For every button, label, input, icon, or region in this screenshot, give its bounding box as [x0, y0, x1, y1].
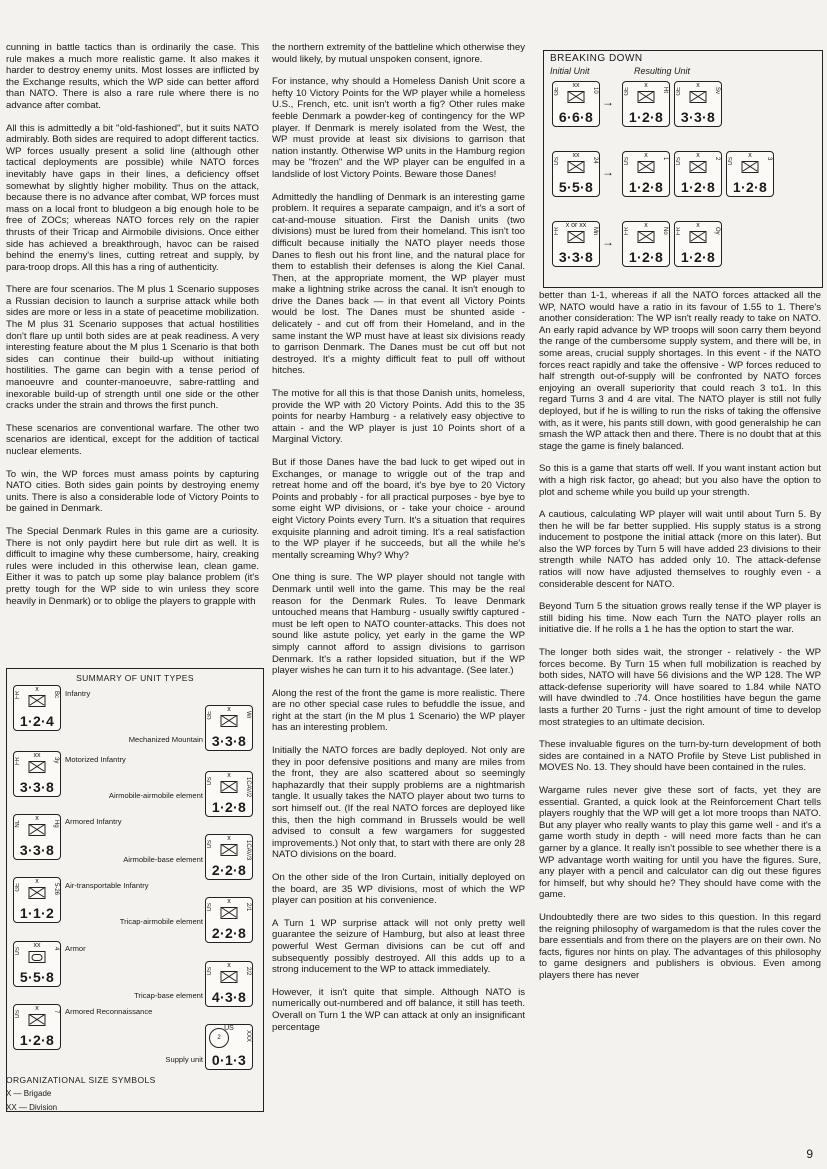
counter-id: 24 [592, 157, 598, 164]
unit-symbol-icon [221, 715, 238, 727]
counter-nation: FR [554, 227, 560, 235]
breaking-down-title: BREAKING DOWN [550, 53, 643, 64]
counter-size: x [227, 898, 231, 905]
counter-id: Wr [245, 711, 251, 719]
unit-counter [205, 705, 253, 751]
unit-counter [622, 151, 670, 197]
text-column-2 [272, 42, 525, 1044]
unit-symbol-icon [29, 695, 46, 707]
text-column-1 [6, 42, 259, 618]
resulting-unit-heading: Resulting Unit [634, 66, 691, 76]
unit-symbol-icon [568, 231, 585, 243]
counter-values: 1·2·8 [732, 179, 768, 195]
unit-counter [205, 834, 253, 880]
paragraph: the northern extremity of the battleline which otherwise they would likely, by mutual unspoken consent, ignore. [272, 42, 525, 65]
counter-values: 1·2·4 [19, 713, 55, 729]
paragraph: For instance, why should a Homeless Danish Unit score a hefty 10 Victory Points for the WP player while a homeless U.S., French, etc. unit isn't worth a fig? Other rules make feeble Denmark a powder-keg of contingency for the WP player. If Denmark is merely isolated from the West, the WP must provide at least six divisions to garrison that nation instantly. Otherwise WP units in the Hamburg region may be "frozen" and the WP player can be engulfed in a landslide of lost Victory Points. Beware those Danes! [272, 76, 525, 180]
counter-size: x [227, 962, 231, 969]
counter-nation: US [15, 947, 21, 956]
counter-values: 5·5·8 [19, 969, 55, 985]
arrow-icon: → [602, 95, 614, 109]
unit-type-label: Tricap-base element [134, 991, 203, 1000]
counter-values: 1·2·8 [628, 179, 664, 195]
counter-size: x [35, 878, 39, 885]
paragraph: A Turn 1 WP surprise attack will not only pretty well guarantee the seizure of Hamburg, but also at least three powerful West German divisions can be cut off and subsequently possibly destroyed. All this adds up to a strong inducement to the WP to attack immediately. [272, 917, 525, 976]
counter-values: 1·1·2 [19, 905, 55, 921]
counter-size: x [227, 772, 231, 779]
counter-nation: NL [15, 820, 21, 828]
counter-nation: US [15, 1010, 21, 1019]
counter-values: 3·3·8 [19, 842, 55, 858]
unit-symbol-icon [29, 824, 46, 836]
unit-symbol-icon [29, 761, 46, 773]
unit-symbol-icon [221, 844, 238, 856]
unit-symbol-icon [221, 971, 238, 983]
counter-id: Sv [714, 87, 720, 95]
unit-symbol-icon [690, 161, 707, 173]
counter-id: No [662, 227, 668, 235]
text-column-3 [539, 290, 821, 992]
counter-values: 1·2·8 [211, 799, 247, 815]
counter-nation: GE [15, 883, 21, 892]
initial-unit-heading: Initial Unit [550, 66, 590, 76]
counter-id: 2/1 [245, 903, 251, 912]
counter-size: US [224, 1025, 234, 1032]
paragraph: Undoubtedly there are two sides to this question. In this regard the reigning philosophy of wargamedom is that the rules cover the bare essentials and from there on the players are on their own. No facts, figures nor hints on play. The advantages of this philosophy to game designers and publishers is obvious. Even among players there has never [539, 911, 821, 981]
unit-counter [205, 897, 253, 943]
unit-symbol-icon [638, 161, 655, 173]
counter-size: x [35, 815, 39, 822]
counter-nation: US [207, 903, 213, 912]
paragraph: The longer both sides wait, the stronger - relatively - the WP forces become. By Turn 15 when full mobilization is reached by both sides, NATO will have 56 divisions and the WP 128. The WP attack-defense superiority will have soared to 1.84 while NATO will have dwindled to .74. Once hostilities have begun the game lasts a further 20 Turns - just the right amount of time to develop most strategies to an ultimate decision. [539, 647, 821, 728]
counter-values: 1·2·8 [628, 249, 664, 265]
paragraph: Beyond Turn 5 the situation grows really tense if the WP player is still biding his time. Now each Turn the NATO player rolls an initiative die. If he rolls a 1 he has the option to start the war. [539, 601, 821, 636]
counter-size: x [696, 222, 700, 229]
counter-id: 2 [714, 157, 720, 161]
counter-nation: US [207, 777, 213, 786]
counter-nation: FR [15, 757, 21, 765]
counter-values: 6·6·8 [558, 109, 594, 125]
paragraph: To win, the WP forces must amass points by capturing NATO cities. Both sides gain points by destroying enemy units. There is also a considerable lode of Victory Points to be gained in Denmark. [6, 468, 259, 515]
summary-title: SUMMARY OF UNIT TYPES [76, 673, 194, 683]
paragraph: Admittedly the handling of Denmark is an interesting game problem. It requires a separate campaign, and it's a sort of cat-and-mouse situation. First the Danish units (two divisions) must be lured from their homeland. This isn't too difficult because initially the NATO player needs those Danes to flesh out his front line, and the natural place for them to establish their defenses is along the Kiel Canal. Then, at the appropriate moment, the WP player must make a lightning strike across the canal. It isn't enough to drive the Danes back — in that event all Victory Points would be lost. The Danes must be shunted aside - delicately - and cut off from their Homeland, and in the same instant the WP must have at least six divisions ready to garrison Denmark. The Danes must be cut off but not destroyed. It's a mighty difficult feat to pull off without hitches. [272, 191, 525, 377]
division-symbol: XX — Division [6, 1103, 58, 1112]
unit-symbol-icon [690, 91, 707, 103]
counter-size: x [644, 82, 648, 89]
counter-id: Hg [53, 820, 59, 828]
supply-circle-icon: 2 [209, 1028, 229, 1048]
counter-size: x [644, 152, 648, 159]
paragraph: A cautious, calculating WP player will wait until about Turn 5. By then he will be far better supplied. His supply status is a strong inducement to postpone the initial attack (more on this later). But also the WP forces by Turn 5 will have added 23 divisions to their strength while NATO has added only 10. The attack-defense ratios will now have adjusted themselves to roughly even - a considerable descent for NATO. [539, 509, 821, 590]
unit-symbol-icon [29, 887, 46, 899]
unit-symbol-icon [742, 161, 759, 173]
unit-type-label: Infantry [65, 689, 91, 698]
unit-symbol-icon [29, 1014, 46, 1026]
unit-counter [205, 961, 253, 1007]
counter-values: 1·2·8 [680, 249, 716, 265]
counter-nation: FR [676, 227, 682, 235]
counter-size: x [696, 152, 700, 159]
paragraph: Wargame rules never give these sort of facts, yet they are essential. Granted, a quick look at the Reinforcement Chart tells players roughly that the WP will get a lot more troops than NATO. But any player who really wants to play this game well - and it's a game worth study in depth - will need more facts than he can garner by a glance. It really isn't possible to see whether there is a WP advantage worth waiting for until you have the figures. Sure, any player with a pencil and calculator can dig out these figures for himself, but why should he? They should have come with the game. [539, 784, 821, 901]
paragraph: These scenarios are conventional warfare. The other two scenarios are identical, except for the addition of tactical nuclear elements. [6, 422, 259, 457]
counter-values: 2·2·8 [211, 862, 247, 878]
counter-id: Oy [714, 227, 720, 235]
unit-counter [205, 771, 253, 817]
paragraph: Initially the NATO forces are badly deployed. Not only are they in poor defensive positions and many are miles from the front, they are also scattered about so seemingly haphazardly that their supply problems are a nightmarish tangle. It usually takes the NATO player about two turns to sort himself out. (If the real NATO forces are deployed like this, then the high command in Brussels would be well advised to consult a few wargamers for suggested improvements.) Not only that, to start with there are only 28 NATO divisions on the board. [272, 745, 525, 861]
counter-nation: GE [676, 87, 682, 96]
unit-counter [552, 151, 600, 197]
counter-values: 1·2·8 [19, 1032, 55, 1048]
arrow-icon: → [602, 165, 614, 179]
paragraph: Along the rest of the front the game is more realistic. There are no other special case rules to befuddle the issue, and right at the start (in the M plus 1 Scenario) the WP player has an interesting problem. [272, 687, 525, 734]
paragraph: All this is admittedly a bit "old-fashioned", but it suits NATO admirably. Both sides are required to adopt different tactics. WP forces usually present a solid line (although other tactical deployments are possible) while NATO forces inevitably have gaps in their lines, a deficiency offset somewhat by slightly higher mobility. Thus on the attack, because there is no advance after combat, WP forces must mass on a local front to bludgeon a big enough hole to be free of ZOCs; whereas NATO forces rely on the rapier thrusts of their Tricap and Airmobile divisions. Once either side has achieved a breakthrough, havoc can be raised behind the enemy's lines, cutting retreat and supply, by para-troop drops. All this has a ring of authenticity. [6, 122, 259, 273]
unit-counter [674, 151, 722, 197]
paragraph: These invaluable figures on the turn-by-turn development of both sides are contained in a NATO Profile by Steve List published in MOVES No. 13. They should have been contained in the rules. [539, 739, 821, 774]
unit-counter [622, 81, 670, 127]
counter-id: 5-26 [53, 883, 59, 896]
paragraph: cunning in battle tactics than is ordinarily the case. This rule makes a much more realistic game. It also makes it harder to destroy enemy units. Most losses are inflicted by the Exchange results, which the WP side can better afford than NATO. There is also a rare rule where there is no advance after combat. [6, 42, 259, 111]
unit-counter [13, 751, 61, 797]
counter-values: 0·1·3 [211, 1052, 247, 1068]
paragraph: However, it isn't quite that simple. Although NATO is numerically out-numbered and off balance, it still has teeth. Overall on Turn 1 the WP can attack at only an insignificant percentage [272, 986, 525, 1033]
counter-values: 3·3·8 [19, 779, 55, 795]
breaking-down-box [543, 50, 823, 288]
unit-types-summary-box [6, 668, 264, 1112]
unit-counter [13, 814, 61, 860]
unit-counter [13, 685, 61, 731]
counter-id: Mn [592, 227, 598, 236]
counter-id: 3y [53, 757, 59, 764]
unit-type-label: Armored Infantry [65, 817, 122, 826]
unit-counter [552, 221, 600, 267]
paragraph: The Special Denmark Rules in this game are a curiosity. There is not only paydirt here but rule dirt as well. It is difficult to imagine why these cumbersome, hairy, creaking rules were included in this otherwise lean, clean game. Either it was to patch up some play balance problem (it's pretty tough for the WP side to win unless they score heavily in Denmark) or to oblige the players to grapple with [6, 525, 259, 607]
counter-id: 1CAV/2 [245, 777, 251, 798]
paragraph: So this is a game that starts off well. If you want instant action but with a high risk factor, go ahead; but you also have the option to plot and scheme while you build up your strength. [539, 463, 821, 498]
unit-type-label: Tricap-airmobile element [119, 917, 203, 926]
paragraph: better than 1-1, whereas if all the NATO forces attacked all the WP, NATO would have a ratio in its favour of 1.55 to 1. There's another consideration: The WP isn't really ready to take on NATO. An early rapid advance by WP troops will soon carry them beyond the range of the cumbersome supply system, and there will be, in some areas, crucial supply shortages. In this event - if the NATO forces react rapidly and take the offensive - WP forces reduced to half strength out-of-supply will be confronted by NATO forces enjoying an overall superiority that could reach 3 to1. In this regard Turns 3 and 4 are vital. The NATO player is still not fully deployed, but if he is willing to run the risks of taking the offensive with, as it were, his pants still down, with good generalship he can smash the WP attack then and there. There is no doubt that at this stage the game is finely balanced. [539, 290, 821, 452]
counter-id: Bc [53, 691, 59, 699]
counter-id: 1CAV/3 [245, 840, 251, 861]
counter-size: x or xx [565, 222, 587, 229]
counter-nation: GE [207, 711, 213, 720]
counter-id: 10 [592, 87, 598, 94]
unit-type-label: Supply unit [165, 1055, 203, 1064]
counter-size: x [644, 222, 648, 229]
counter-nation: FR [624, 227, 630, 235]
brigade-symbol: X — Brigade [6, 1089, 52, 1098]
counter-values: 1·2·8 [680, 179, 716, 195]
unit-symbol-icon [638, 91, 655, 103]
counter-size: xx [33, 752, 41, 759]
counter-size: xx [572, 82, 580, 89]
counter-nation: GE [624, 87, 630, 96]
counter-values: 3·3·8 [558, 249, 594, 265]
unit-type-label: Motorized Infantry [65, 755, 126, 764]
arrow-icon: → [602, 235, 614, 249]
paragraph: But if those Danes have the bad luck to get wiped out in Exchanges, or manage to wriggle out of the trap and retreat home and off the board, it's bye bye to 20 Victory Points and probably - for all practical purposes - bye bye to some eight WP divisions, or - take your choice - around eight Victory Points every Turn. It's a situation that requires exquisite planning and adroit timing. It's a real satisfaction to the WP player if he succeeds, but all the while he's mentally screaming Why? Why? [272, 457, 525, 561]
unit-counter [726, 151, 774, 197]
counter-nation: GE [554, 87, 560, 96]
unit-symbol-icon [568, 91, 585, 103]
unit-counter [552, 81, 600, 127]
counter-size: x [227, 706, 231, 713]
counter-size: x [35, 1005, 39, 1012]
counter-values: 5·5·8 [558, 179, 594, 195]
counter-nation: US [676, 157, 682, 166]
counter-id: Ht [662, 87, 668, 93]
counter-size: xx [572, 152, 580, 159]
unit-counter [674, 221, 722, 267]
paragraph: There are four scenarios. The M plus 1 Scenario supposes a Russian decision to launch a surprise attack while both sides are more or less in a state of peacetime mobilization. The M plus 31 Scenario supposes that actual hostilities don't flare up until both sides are at peak readiness. A very interesting feature about the M plus 1 Scenario is that both sides can continue their build-up without initiating hostilities. The game can begin with a tense period of manoeuvre and counter-manoeuvre, sabre-rattling and inexorable build-up of strength until one side or the other cracks under the strain and throws the first punch. [6, 284, 259, 412]
paragraph: The motive for all this is that those Danish units, homeless, provide the WP with 20 Victory Points. Add this to the 35 points for nearby Hamburg - a relatively easy objective to attain - and the WP player is just 10 Points short of a Marginal Victory. [272, 388, 525, 446]
org-size-legend [6, 1073, 156, 1115]
page-number: 9 [806, 1147, 813, 1161]
unit-symbol-icon [568, 161, 585, 173]
paragraph: One thing is sure. The WP player should not tangle with Denmark until well into the game. This may be the real reason for the Denmark Rules. To leave Denmark untouched means that Hamburg - usually swiftly captured - must be left open to NATO counter-attacks. This does not sound like astute policy, yet early in the game the WP simply cannot afford to assign divisions to garrison Denmark. It's a rather lopsided situation, but if the WP player wishes he can turn it to his advantage. (See later.) [272, 572, 525, 677]
unit-type-label: Mechanized Mountain [128, 735, 203, 744]
unit-symbol-icon [29, 951, 46, 963]
counter-values: 4·3·8 [211, 989, 247, 1005]
unit-counter [674, 81, 722, 127]
unit-type-label: Airmobile-base element [123, 855, 203, 864]
counter-id: 2/2 [245, 967, 251, 976]
counter-size: x [35, 686, 39, 693]
counter-size: x [696, 82, 700, 89]
unit-symbol-icon [221, 781, 238, 793]
counter-size: xx [33, 942, 41, 949]
counter-nation: US [207, 967, 213, 976]
unit-type-label: Air-transportable Infantry [65, 881, 149, 890]
unit-symbol-icon [221, 907, 238, 919]
unit-type-label: Airmobile-airmobile element [108, 791, 203, 800]
counter-values: 2·2·8 [211, 925, 247, 941]
counter-id: XXX [245, 1030, 251, 1043]
counter-values: 3·3·8 [680, 109, 716, 125]
counter-size: x [227, 835, 231, 842]
counter-nation: FR [15, 691, 21, 699]
paragraph: On the other side of the Iron Curtain, initially deployed on the board, are 35 WP divisions, most of which the WP player can position at his convenience. [272, 872, 525, 907]
unit-counter [13, 877, 61, 923]
unit-counter [13, 941, 61, 987]
counter-nation: US [728, 157, 734, 166]
org-size-title: ORGANIZATIONAL SIZE SYMBOLS [6, 1075, 156, 1085]
unit-symbol-icon [690, 231, 707, 243]
counter-values: 3·3·8 [211, 733, 247, 749]
unit-counter [622, 221, 670, 267]
counter-id: 1 [662, 157, 668, 161]
unit-type-label: Armor [65, 944, 86, 953]
unit-type-label: Armored Reconnaissance [65, 1007, 153, 1016]
counter-id: 7 [53, 1010, 59, 1014]
counter-nation: US [624, 157, 630, 166]
counter-values: 1·2·8 [628, 109, 664, 125]
counter-id: 4 [53, 947, 59, 951]
counter-nation: US [554, 157, 560, 166]
unit-symbol-icon [638, 231, 655, 243]
counter-id: 3 [766, 157, 772, 161]
unit-counter [205, 1024, 253, 1070]
counter-size: x [748, 152, 752, 159]
unit-counter [13, 1004, 61, 1050]
counter-nation: US [207, 840, 213, 849]
